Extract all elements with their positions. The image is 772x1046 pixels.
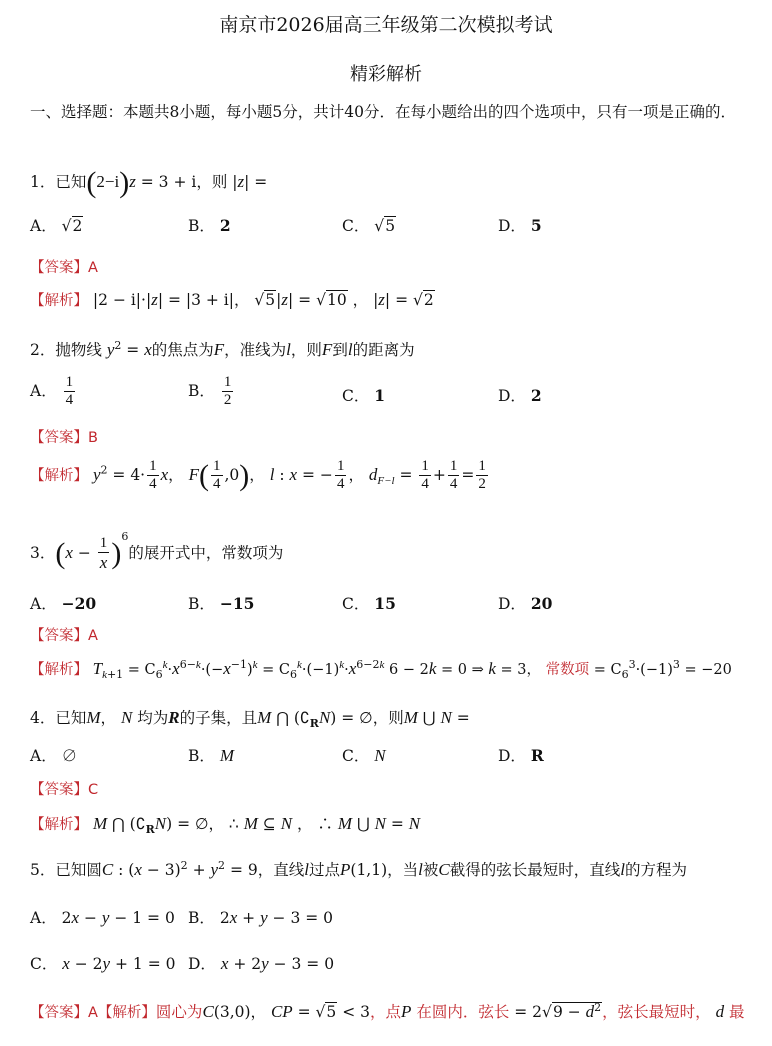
q3-answer: 【答案】A <box>30 628 98 644</box>
q4-answer: 【答案】C <box>30 782 99 798</box>
question-3: 3．(x − $\frac{1}{x}$ )$^6$的展开式中，常数项为 <box>30 530 284 573</box>
q4-option-d: D． R <box>498 746 544 765</box>
question-4: 4．已知M， N 均为R的子集，且M ⋂ $(∁_RN)$ = ∅，则M ⋃ N = <box>30 708 470 731</box>
q4-option-a: A． ∅ <box>30 747 78 765</box>
q3-option-b: B． −15 <box>188 594 255 613</box>
question-2: 2．抛物线 $y^2 = x$的焦点为F，准线为l，则F到l的距离为 <box>30 338 415 359</box>
question-5: 5．已知圆C : $(x - 3)^2 + y^2 = 9$，直线l过点P(1,1)，当l被C截得的弦长最短时，直线l的方程为 <box>30 858 688 879</box>
q3-analysis: 【解析】 $T_{k+1} = C_6^k\cdot x^{6-k}\cdot(-x^{-1})^k = C_6^k\cdot(-1)^k\cdot x^{6-2k}$ 6 − 2k = 0 ⇒ k = 3， 常数项 = $C_6^3\cdot(-1)^3 = -20$ <box>30 658 732 681</box>
q5-option-b: B． 2x + y − 3 = 0 <box>188 908 334 927</box>
q2-option-d: D． 2 <box>498 386 542 405</box>
page-title: 南京市2026届高三年级第二次模拟考试 <box>219 14 553 36</box>
q4-option-c: C． N <box>342 746 386 765</box>
q5-option-d: D． x + 2y − 3 = 0 <box>188 954 335 973</box>
q3-option-a: A． −20 <box>30 594 97 613</box>
page-subtitle: 精彩解析 <box>350 64 422 85</box>
question-1: 1．已知(2−i)z = 3 + i，则 |z| = <box>30 166 268 199</box>
q5-answer-analysis: 【答案】A【解析】圆心为C(3,0)， CP = √5 < 3，点P 在圆内．弦长 = $2√9 - d^2$，弦长最短时， d 最 <box>30 1000 745 1021</box>
q4-analysis: 【解析】 M ⋂ $(∁_RN)$ = ∅， ∴ M ⊆ N ， ∴ M ⋃ N = N <box>30 814 421 837</box>
section-intro: 一、选择题：本题共8小题，每小题5分，共计40分．在每小题给出的四个选项中，只有一项是正确的． <box>30 103 736 121</box>
q5-option-a: A． 2x − y − 1 = 0 <box>30 908 175 927</box>
q2-option-b: B． $\frac{1}{2}$ <box>188 374 232 409</box>
q1-option-b: B． 2 <box>188 216 231 235</box>
q3-option-d: D． 20 <box>498 594 553 613</box>
q1-answer: 【答案】A <box>30 260 98 276</box>
q1-option-c: C． √5 <box>342 217 396 235</box>
q2-analysis: 【解析】 $y^2 = 4\cdot$ $\frac{1}{4}$ x， F( $\frac{1}{4}$ ,0)， l : x = − $\frac{1}{4}$ ， $d_{F-l}$ = $\frac{1}{4}$ + $\frac{1}{4}$ = $\frac{1}{2}$ <box>30 458 486 493</box>
q3-option-c: C． 15 <box>342 594 396 613</box>
q1-analysis: 【解析】 |2 − i|·|z| = |3 + i|， √5|z| = √10 ， |z| = √2 <box>30 290 434 309</box>
q4-option-b: B． M <box>188 746 234 765</box>
q2-option-c: C． 1 <box>342 386 386 405</box>
q5-option-c: C． x − 2y + 1 = 0 <box>30 954 176 973</box>
q2-answer: 【答案】B <box>30 430 98 446</box>
q2-option-a: A． $\frac{1}{4}$ <box>30 374 74 409</box>
q1-option-d: D． 5 <box>498 216 542 235</box>
q1-option-a: A． √2 <box>30 217 83 235</box>
